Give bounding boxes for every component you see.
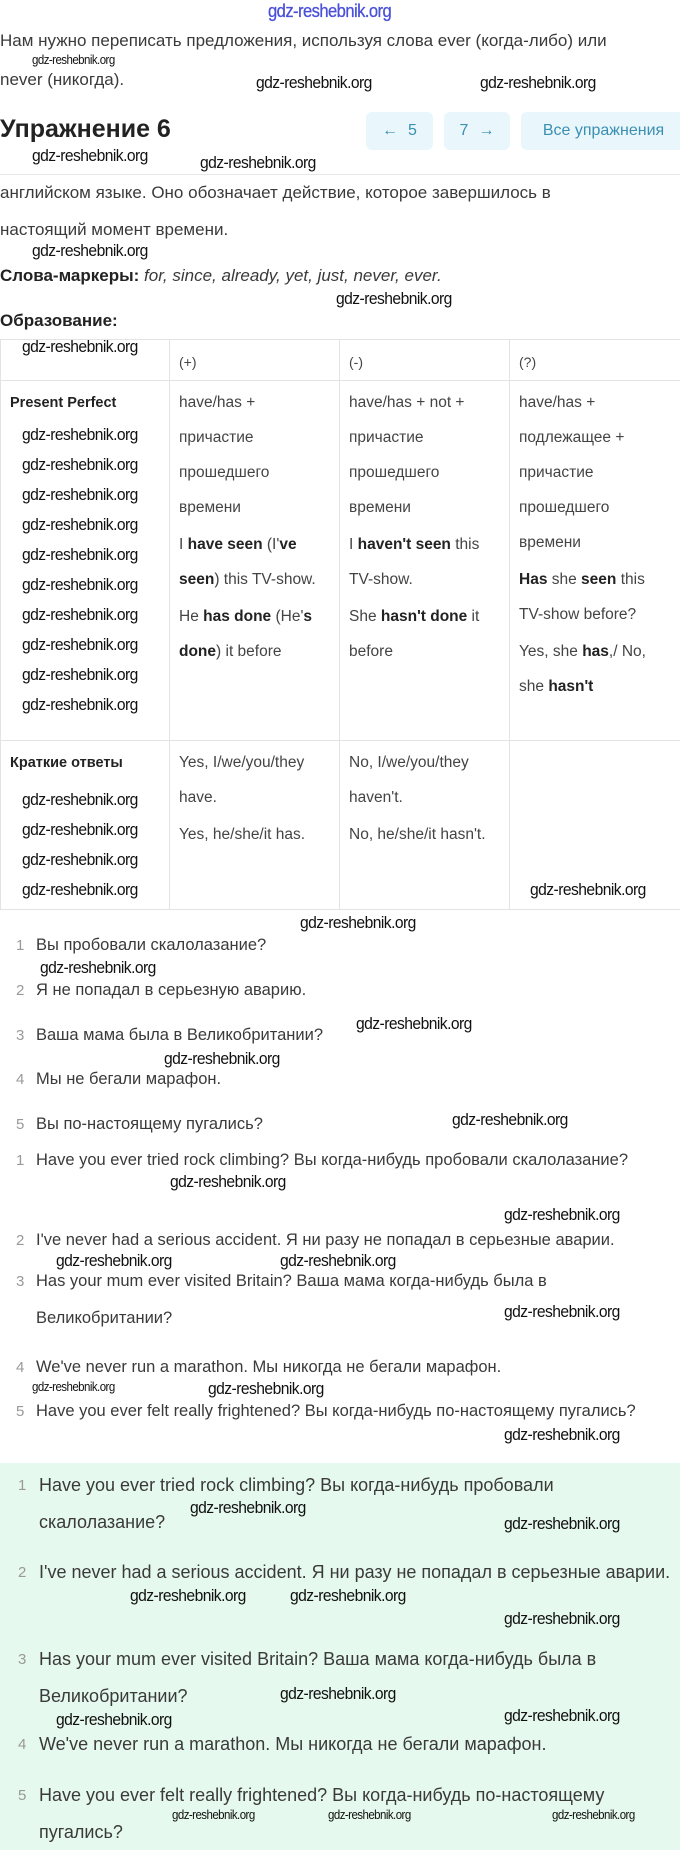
- item-text: Have you ever felt really frightened? Вы когда-нибудь по-настоящему пугались?: [39, 1777, 676, 1851]
- watermark: gdz-reshebnik.org: [22, 425, 138, 444]
- formation-label: Образование:: [0, 302, 118, 340]
- watermark: gdz-reshebnik.org: [22, 575, 138, 594]
- cell-paragraph: [349, 385, 501, 525]
- text: have/has + причастие прошедшего времени: [179, 394, 269, 516]
- watermark: gdz-reshebnik.org: [480, 73, 596, 92]
- table-cell: [170, 741, 340, 910]
- item-text: Я не попадал в серьезную аварию.: [36, 972, 676, 1009]
- item-number: 2: [16, 972, 28, 1009]
- watermark: gdz-reshebnik.org: [40, 958, 156, 977]
- text: No, he/she/it hasn't.: [349, 826, 486, 843]
- row-label: Present Perfect: [1, 381, 170, 741]
- watermark: gdz-reshebnik.org: [22, 545, 138, 564]
- watermark: gdz-reshebnik.org: [170, 1172, 286, 1191]
- cell-paragraph: [349, 817, 501, 852]
- table-cell: [340, 381, 510, 741]
- watermark: gdz-reshebnik.org: [280, 1684, 396, 1703]
- watermark: gdz-reshebnik.org: [452, 1110, 568, 1129]
- bold-text: seen: [581, 571, 616, 588]
- bold-text: haven't seen: [358, 536, 451, 553]
- bold-text: hasn't: [548, 678, 593, 695]
- bold-text: seen: [179, 571, 214, 588]
- cell-paragraph: [179, 745, 331, 815]
- text: Yes, he/she/it has.: [179, 826, 305, 843]
- intro-line-2: never (никогда).: [0, 61, 124, 99]
- item-text: Have you ever felt really frightened? Вы когда-нибудь по-настоящему пугались?: [36, 1393, 676, 1430]
- item-text: Вы пробовали скалолазание?: [36, 927, 676, 964]
- watermark: gdz-reshebnik.org: [22, 820, 138, 839]
- item-number: 2: [16, 1222, 28, 1259]
- watermark: gdz-reshebnik.org: [190, 1498, 306, 1517]
- watermark: gdz-reshebnik.org: [164, 1049, 280, 1068]
- arrow-left-icon: ←: [382, 122, 398, 140]
- table-cell: [340, 741, 510, 910]
- cell-paragraph: [179, 527, 331, 597]
- bold-text: Has: [519, 571, 547, 588]
- text: He: [179, 608, 203, 625]
- cell-paragraph: [519, 634, 672, 704]
- item-number: 4: [18, 1726, 30, 1763]
- markers-label: Слова-маркеры:: [0, 266, 139, 285]
- intro-line-1: Нам нужно переписать предложения, используя слова ever (когда-либо) или: [0, 22, 607, 60]
- item-text: Мы не бегали марафон.: [36, 1061, 676, 1098]
- watermark: gdz-reshebnik.org: [56, 1710, 172, 1729]
- markers-words: for, since, already, yet, just, never, ever.: [139, 266, 441, 285]
- watermark: gdz-reshebnik.org: [56, 1251, 172, 1270]
- watermark: gdz-reshebnik.org: [22, 880, 138, 899]
- watermark: gdz-reshebnik.org: [22, 515, 138, 534]
- text: I: [179, 536, 188, 553]
- cell-paragraph: [179, 385, 331, 525]
- theory-line-1: английском языке. Оно обозначает действие, которое завершилось в: [0, 174, 551, 212]
- arrow-right-icon: →: [478, 122, 494, 140]
- watermark: gdz-reshebnik.org: [200, 153, 316, 172]
- item-text: Ваша мама была в Великобритании?: [36, 1017, 676, 1054]
- item-text: Has your mum ever visited Britain? Ваша мама когда-нибудь была в Великобритании?: [36, 1263, 676, 1337]
- item-number: 4: [16, 1349, 28, 1386]
- watermark: gdz-reshebnik.org: [504, 1706, 620, 1725]
- watermark: gdz-reshebnik.org: [32, 241, 148, 260]
- watermark: gdz-reshebnik.org: [336, 289, 452, 308]
- watermark: gdz-reshebnik.org: [268, 1, 391, 21]
- item-text: Вы по-настоящему пугались?: [36, 1106, 676, 1143]
- table-cell: [510, 381, 680, 741]
- watermark: gdz-reshebnik.org: [530, 880, 646, 899]
- item-text: Have you ever tried rock climbing? Вы когда-нибудь пробовали скалолазание?: [36, 1142, 676, 1179]
- item-number: 5: [16, 1393, 28, 1430]
- watermark: gdz-reshebnik.org: [22, 605, 138, 624]
- item-number: 3: [16, 1017, 28, 1054]
- bold-text: has: [582, 643, 609, 660]
- watermark: gdz-reshebnik.org: [504, 1302, 620, 1321]
- text: ) it before: [216, 643, 281, 660]
- page-title: Упражнение 6: [0, 115, 171, 144]
- cell-paragraph: [349, 599, 501, 669]
- text: have/has + not + причастие прошедшего времени: [349, 394, 464, 516]
- bold-text: done: [179, 643, 216, 660]
- prev-exercise-button[interactable]: [366, 112, 433, 150]
- text: Yes, I/we/you/they have.: [179, 754, 304, 806]
- item-number: 2: [18, 1554, 30, 1591]
- watermark: gdz-reshebnik.org: [130, 1586, 246, 1605]
- watermark: gdz-reshebnik.org: [504, 1425, 620, 1444]
- item-number: 5: [18, 1777, 30, 1814]
- cell-paragraph: [519, 562, 672, 632]
- watermark: gdz-reshebnik.org: [22, 850, 138, 869]
- item-number: 4: [16, 1061, 28, 1098]
- all-exercises-label: Все упражнения: [543, 122, 664, 140]
- text: (I': [263, 536, 280, 553]
- watermark: gdz-reshebnik.org: [22, 337, 138, 356]
- item-text: I've never had a serious accident. Я ни разу не попадал в серьезные аварии.: [36, 1222, 676, 1259]
- theory-line-2: настоящий момент времени.: [0, 211, 228, 249]
- watermark: gdz-reshebnik.org: [22, 485, 138, 504]
- table-header-cell: (+): [170, 340, 340, 381]
- item-text: We've never run a marathon. Мы никогда не бегали марафон.: [36, 1349, 676, 1386]
- bold-text: has done: [203, 608, 271, 625]
- text: No, I/we/you/they haven't.: [349, 754, 469, 806]
- item-number: 3: [18, 1641, 30, 1678]
- item-number: 1: [18, 1467, 30, 1504]
- watermark: gdz-reshebnik.org: [172, 1808, 255, 1822]
- watermark: gdz-reshebnik.org: [22, 790, 138, 809]
- table-cell: [170, 381, 340, 741]
- table-header-cell: (?): [510, 340, 680, 381]
- watermark: gdz-reshebnik.org: [290, 1586, 406, 1605]
- watermark: gdz-reshebnik.org: [256, 73, 372, 92]
- item-number: 1: [16, 927, 28, 964]
- watermark: gdz-reshebnik.org: [32, 1380, 115, 1394]
- cell-paragraph: [179, 817, 331, 852]
- text: she: [547, 571, 581, 588]
- text: Yes, she: [519, 643, 582, 660]
- cell-paragraph: [349, 745, 501, 815]
- item-text: I've never had a serious accident. Я ни разу не попадал в серьезные аварии.: [39, 1554, 676, 1591]
- prev-exercise-label: 5: [408, 122, 417, 140]
- watermark: gdz-reshebnik.org: [22, 455, 138, 474]
- text: (He': [271, 608, 303, 625]
- text: She: [349, 608, 381, 625]
- bold-text: hasn't done: [381, 608, 467, 625]
- watermark: gdz-reshebnik.org: [504, 1609, 620, 1628]
- next-exercise-label: 7: [460, 122, 469, 140]
- watermark: gdz-reshebnik.org: [280, 1251, 396, 1270]
- bold-text: have seen: [188, 536, 263, 553]
- watermark: gdz-reshebnik.org: [300, 913, 416, 932]
- cell-paragraph: [349, 527, 501, 597]
- watermark: gdz-reshebnik.org: [356, 1014, 472, 1033]
- cell-paragraph: [519, 385, 672, 560]
- bold-text: ve: [279, 536, 296, 553]
- cell-paragraph: [179, 599, 331, 669]
- item-text: Have you ever tried rock climbing? Вы когда-нибудь пробовали скалолазание?: [39, 1467, 676, 1541]
- watermark: gdz-reshebnik.org: [328, 1808, 411, 1822]
- item-number: 3: [16, 1263, 28, 1300]
- text: this TV-show before?: [519, 571, 645, 623]
- text: ) this TV-show.: [214, 571, 315, 588]
- text: this TV-show.: [349, 536, 479, 588]
- watermark: gdz-reshebnik.org: [22, 635, 138, 654]
- text: it before: [349, 608, 479, 660]
- item-text: We've never run a marathon. Мы никогда не бегали марафон.: [39, 1726, 676, 1763]
- watermark: gdz-reshebnik.org: [32, 146, 148, 165]
- row-label: Краткие ответы: [1, 741, 170, 910]
- item-number: 5: [16, 1106, 28, 1143]
- item-text: Has your mum ever visited Britain? Ваша мама когда-нибудь была в Великобритании?: [39, 1641, 676, 1715]
- text: I: [349, 536, 358, 553]
- all-exercises-button[interactable]: [521, 112, 680, 150]
- text: ,/ No, she: [519, 643, 646, 695]
- table-header-cell: (-): [340, 340, 510, 381]
- watermark: gdz-reshebnik.org: [22, 695, 138, 714]
- watermark: gdz-reshebnik.org: [208, 1379, 324, 1398]
- watermark: gdz-reshebnik.org: [22, 665, 138, 684]
- next-exercise-button[interactable]: [444, 112, 510, 150]
- watermark: gdz-reshebnik.org: [504, 1514, 620, 1533]
- item-number: 1: [16, 1142, 28, 1179]
- watermark: gdz-reshebnik.org: [32, 53, 115, 67]
- watermark: gdz-reshebnik.org: [504, 1205, 620, 1224]
- bold-text: s: [303, 608, 312, 625]
- watermark: gdz-reshebnik.org: [552, 1808, 635, 1822]
- text: have/has + подлежащее + причастие прошедшего времени: [519, 394, 624, 551]
